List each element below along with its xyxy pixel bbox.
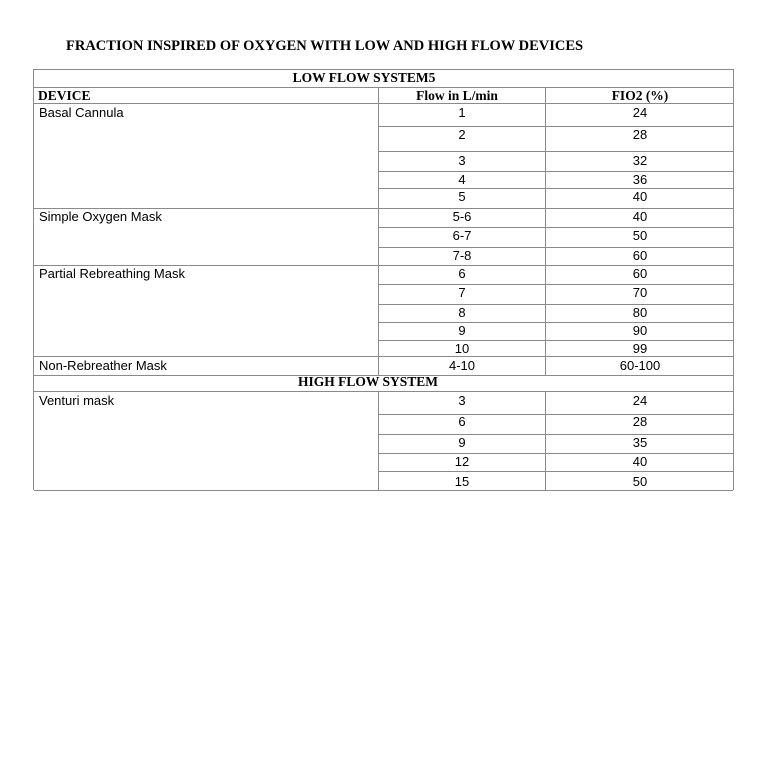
flow-cell: 9: [458, 323, 466, 338]
flow-cell: 6-7: [452, 228, 472, 243]
table-rule: [378, 453, 733, 454]
fio2-cell: 32: [632, 153, 648, 168]
device-name: Partial Rebreathing Mask: [39, 266, 185, 281]
flow-cell: 3: [458, 153, 466, 168]
fio2-cell: 40: [632, 189, 648, 204]
table-rule: [378, 434, 733, 435]
device-name: Simple Oxygen Mask: [39, 209, 162, 224]
fio2-cell: 24: [632, 105, 648, 120]
column-divider: [378, 87, 379, 375]
fio2-cell: 28: [632, 127, 648, 142]
fio2-cell: 90: [632, 323, 648, 338]
fio2-cell: 99: [632, 341, 648, 356]
flow-cell: 7-8: [452, 248, 472, 263]
table-rule: [34, 490, 733, 491]
fio2-cell: 80: [632, 305, 648, 320]
fio2-cell: 60-100: [619, 358, 661, 373]
flow-cell: 8: [458, 305, 466, 320]
flow-cell: 10: [454, 341, 470, 356]
table-rule: [378, 126, 733, 127]
table-rule: [378, 171, 733, 172]
fio2-cell: 40: [632, 209, 648, 224]
device-column-header: DEVICE: [38, 88, 91, 103]
table-rule: [378, 340, 733, 341]
flow-cell: 5-6: [452, 209, 472, 224]
flow-column-header: Flow in L/min: [416, 88, 498, 103]
flow-cell: 9: [458, 435, 466, 450]
table-rule: [378, 414, 733, 415]
low-flow-section-heading: LOW FLOW SYSTEM5: [292, 70, 436, 85]
fio2-cell: 28: [632, 414, 648, 429]
flow-cell: 5: [458, 189, 466, 204]
table-rule: [378, 304, 733, 305]
flow-cell: 4-10: [448, 358, 476, 373]
table-rule: [378, 227, 733, 228]
flow-cell: 6: [458, 414, 466, 429]
device-name: Non-Rebreather Mask: [39, 358, 167, 373]
high-flow-section-heading: HIGH FLOW SYSTEM: [297, 374, 439, 389]
fio2-cell: 50: [632, 228, 648, 243]
flow-cell: 12: [454, 454, 470, 469]
column-divider: [545, 87, 546, 375]
oxygen-table: [33, 69, 734, 490]
table-rule: [34, 391, 733, 392]
device-name: Basal Cannula: [39, 105, 124, 120]
table-rule: [378, 188, 733, 189]
fio2-cell: 70: [632, 285, 648, 300]
flow-cell: 1: [458, 105, 466, 120]
table-rule: [34, 356, 733, 357]
flow-cell: 15: [454, 474, 470, 489]
fio2-cell: 24: [632, 393, 648, 408]
table-rule: [378, 247, 733, 248]
fio2-cell: 60: [632, 248, 648, 263]
flow-cell: 3: [458, 393, 466, 408]
fio2-column-header: FIO2 (%): [611, 88, 669, 103]
device-name: Venturi mask: [39, 393, 115, 408]
fio2-cell: 60: [632, 266, 648, 281]
fio2-cell: 35: [632, 435, 648, 450]
column-divider: [378, 391, 379, 490]
table-rule: [378, 322, 733, 323]
flow-cell: 4: [458, 172, 466, 187]
table-rule: [378, 471, 733, 472]
flow-cell: 6: [458, 266, 466, 281]
column-divider: [545, 391, 546, 490]
flow-cell: 7: [458, 285, 466, 300]
table-rule: [378, 151, 733, 152]
page-title: FRACTION INSPIRED OF OXYGEN WITH LOW AND HIGH FLOW DEVICES: [66, 38, 584, 54]
table-rule: [378, 284, 733, 285]
flow-cell: 2: [458, 127, 466, 142]
fio2-cell: 50: [632, 474, 648, 489]
fio2-cell: 40: [632, 454, 648, 469]
fio2-cell: 36: [632, 172, 648, 187]
